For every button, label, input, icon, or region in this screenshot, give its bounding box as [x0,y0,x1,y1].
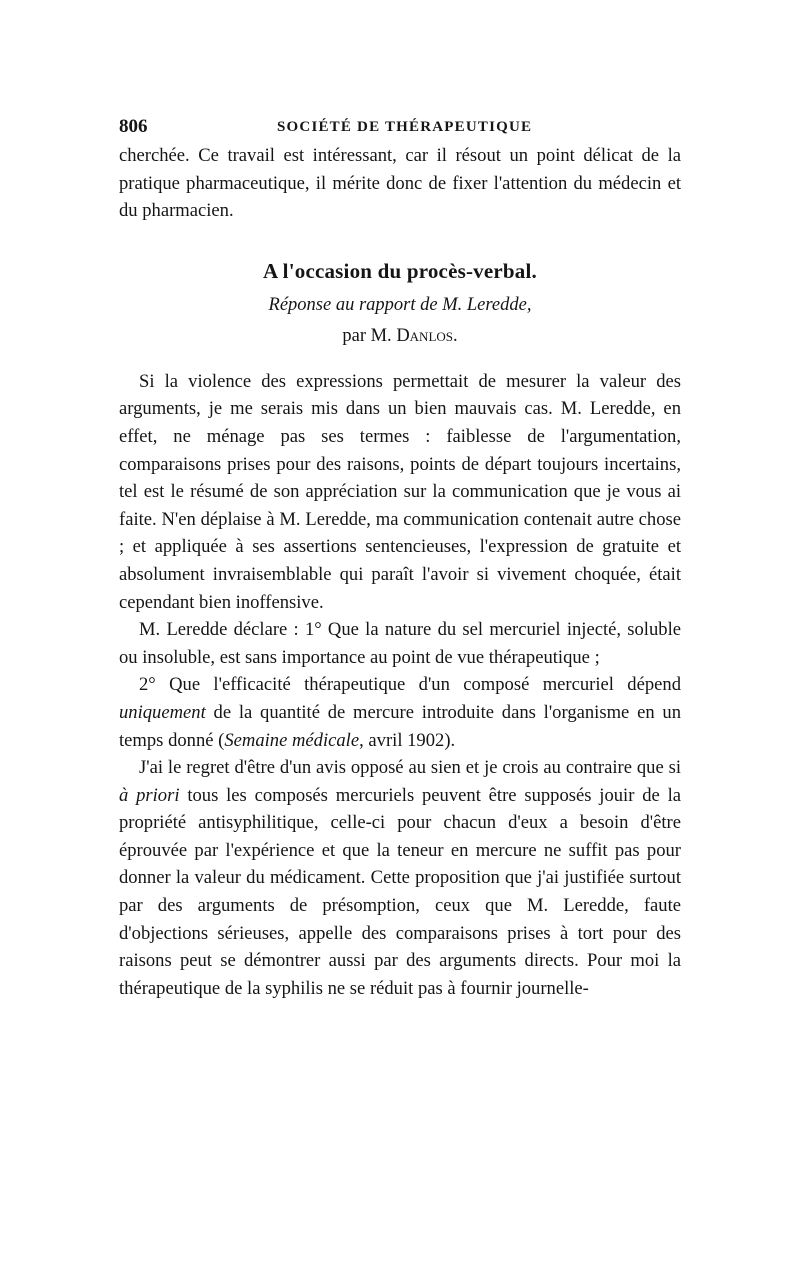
running-header [119,112,681,142]
paragraph-4-part-1: J'ai le regret d'être d'un avis opposé au sien et je crois au contraire que si [139,757,681,779]
running-title: SOCIÉTÉ DE THÉRAPEUTIQUE [277,119,533,135]
section-subtitle: Réponse au rapport de M. Leredde, [268,294,532,315]
section-title: A l'occasion du procès-verbal. [263,258,537,283]
paragraph-3-part-3: , avril 1902). [359,729,456,751]
paragraph-3-emphasis-2: Semaine médicale [224,729,360,751]
author-name: Danlos. [396,325,458,346]
intro-paragraph: cherchée. Ce travail est intéressant, car il résout un point délicat de la pratique pharmaceutique, il mérite donc de fixer l'attention du médecin et du pharmacien. [119,145,681,222]
paragraph-4-emphasis: à priori [119,784,180,806]
paragraph-4 [119,754,681,1002]
paragraph-3-part-2: de la quantité de mercure introduite dans l'organisme en un temps donné ( [119,701,681,751]
page-number: 806 [119,116,148,137]
body-text [119,142,681,1002]
author-prefix: par M. [342,325,397,346]
paragraph-3 [119,671,681,754]
paragraph-4-part-2: tous les composés mercuriels peuvent être supposés jouir de la propriété antisyphilitique, celle-ci pour chacun d'eux a besoin d'être éprouvée par l'expérience et que la teneur en mercure ne suffit pas pour donner la valeur du médicament. Cette proposition que j'ai justifiée surtout par des arguments de présomption, ceux que M. Leredde, faute d'objections sérieuses, appelle des comparaisons prises à tort pour des raisons peut se démontrer aussi par des arguments directs. Pour moi la thérapeutique de la syphilis ne se réduit pas à fournir journelle- [119,784,681,999]
book-page [119,112,681,1002]
paragraph-3-part-1: 2° Que l'efficacité thérapeutique d'un composé mercuriel dépend [139,674,681,696]
paragraph-2: M. Leredde déclare : 1° Que la nature du sel mercuriel injecté, soluble ou insoluble, est sans importance au point de vue thérapeutique ; [119,619,681,668]
author-line [119,321,681,352]
paragraph-1: Si la violence des expressions permettait de mesurer la valeur des arguments, je me serais mis dans un bien mauvais cas. M. Leredde, en effet, ne ménage pas ses termes : faiblesse de l'argumentation, comparaisons prises pour des raisons, points de départ toujours incertains, tel est le résumé de son appréciation sur la communication que je vous ai faite. N'en déplaise à M. Leredde, ma communication contenait autre chose ; et appliquée à ses assertions sentencieuses, l'expression de gratuite et absolument invraisemblable qui paraît l'avoir si vivement choquée, était cependant bien inoffensive. [119,370,681,613]
paragraph-3-emphasis-1: uniquement [119,701,206,723]
